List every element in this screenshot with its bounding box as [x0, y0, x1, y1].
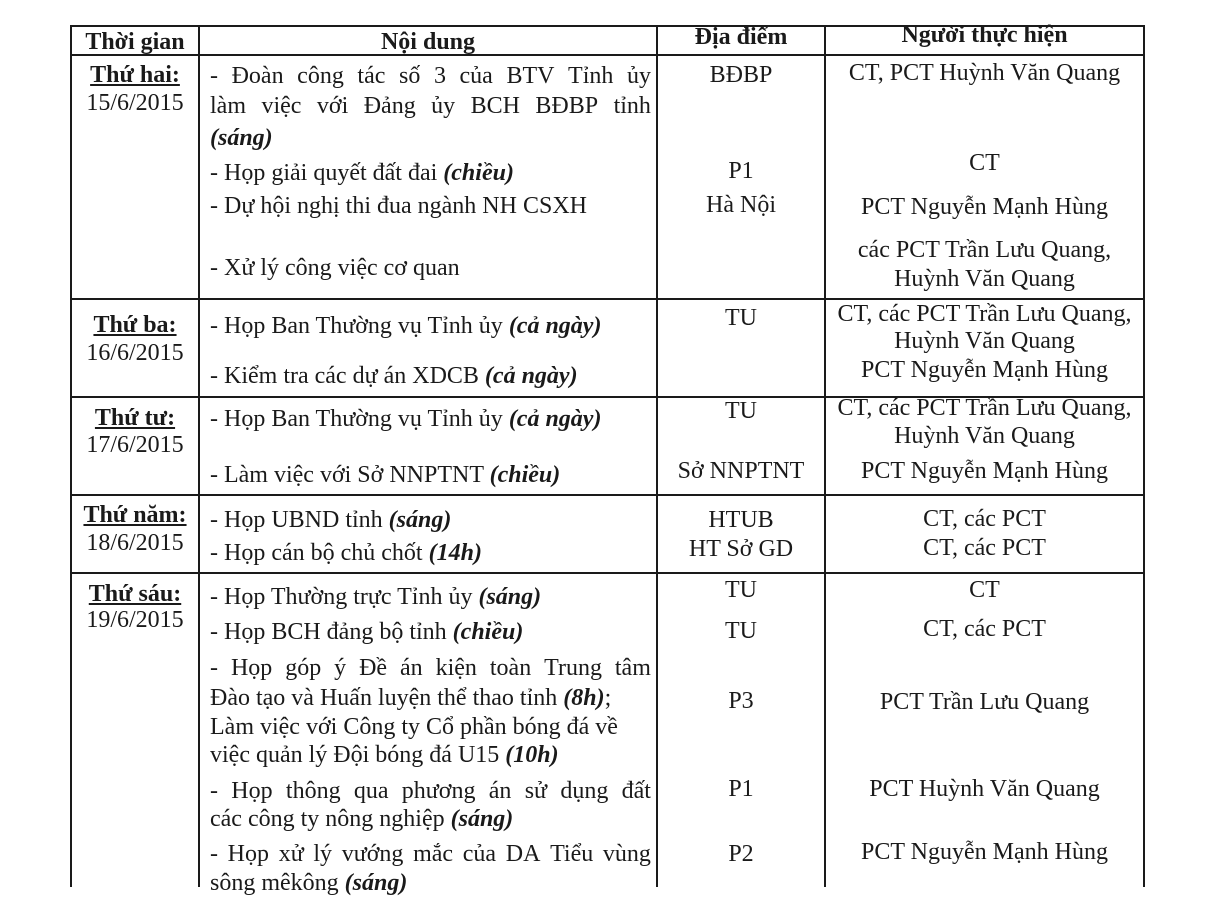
- place-cell: P1: [728, 158, 754, 184]
- content-line: sông mêkông (sáng): [210, 870, 408, 896]
- place-cell: P3: [728, 688, 754, 714]
- place-cell: Sở NNPTNT: [677, 458, 805, 484]
- content-line: Làm việc với Công ty Cổ phần bóng đá về: [210, 714, 618, 740]
- person-cell: CT, các PCT Trần Lưu Quang,: [837, 395, 1132, 421]
- column-divider: [198, 25, 200, 887]
- person-cell: Huỳnh Văn Quang: [894, 328, 1075, 354]
- person-cell: CT, các PCT: [923, 506, 1046, 532]
- day-date: 15/6/2015: [86, 90, 184, 116]
- content-cell: - Họp Ban Thường vụ Tỉnh ủy (cả ngày): [210, 313, 602, 339]
- content-cell: - Họp cán bộ chủ chốt (14h): [210, 540, 482, 566]
- table-border-right: [1143, 25, 1145, 887]
- header-content: Nội dung: [380, 29, 476, 55]
- content-note: (sáng): [210, 125, 273, 151]
- person-cell: PCT Nguyễn Mạnh Hùng: [861, 194, 1108, 220]
- content-line: Đào tạo và Huấn luyện thể thao tỉnh (8h);: [210, 685, 612, 711]
- place-cell: P2: [728, 841, 754, 867]
- content-cell: - Họp BCH đảng bộ tỉnh (chiều): [210, 619, 524, 645]
- content-cell: - Kiểm tra các dự án XDCB (cả ngày): [210, 363, 578, 389]
- place-cell: TU: [725, 398, 757, 424]
- place-cell: BĐBP: [709, 62, 773, 88]
- content-cell: - Họp Ban Thường vụ Tỉnh ủy (cả ngày): [210, 406, 602, 432]
- place-cell: P1: [728, 776, 754, 802]
- day-label: Thứ năm:: [83, 502, 187, 528]
- column-divider: [656, 25, 658, 887]
- day-label: Thứ ba:: [93, 312, 177, 338]
- day-date: 19/6/2015: [86, 607, 184, 633]
- content-line: làm việc với Đảng ủy BCH BĐBP tỉnh: [210, 93, 651, 119]
- header-person: Người thực hiện: [901, 22, 1068, 48]
- day-date: 16/6/2015: [86, 340, 184, 366]
- person-cell: CT, các PCT: [923, 616, 1046, 642]
- person-cell: CT, các PCT: [923, 535, 1046, 561]
- person-cell: Huỳnh Văn Quang: [894, 423, 1075, 449]
- place-cell: Hà Nội: [706, 192, 776, 218]
- day-label: Thứ sáu:: [88, 581, 182, 607]
- content-cell: - Xử lý công việc cơ quan: [210, 255, 460, 281]
- content-line: - Họp thông qua phương án sử dụng đất: [210, 778, 651, 804]
- row-divider: [70, 572, 1145, 574]
- header-time: Thời gian: [85, 29, 185, 55]
- person-cell: CT: [969, 150, 1000, 176]
- header-place: Địa điểm: [694, 24, 788, 50]
- content-cell: - Làm việc với Sở NNPTNT (chiều): [210, 462, 561, 488]
- person-cell: Huỳnh Văn Quang: [894, 266, 1075, 292]
- day-label: Thứ hai:: [90, 62, 180, 88]
- content-line: các công ty nông nghiệp (sáng): [210, 806, 514, 832]
- person-cell: CT, các PCT Trần Lưu Quang,: [837, 301, 1132, 327]
- content-cell: - Họp giải quyết đất đai (chiều): [210, 160, 514, 186]
- person-cell: các PCT Trần Lưu Quang,: [857, 237, 1112, 263]
- content-line: - Đoàn công tác số 3 của BTV Tỉnh ủy: [210, 63, 651, 89]
- content-cell: - Họp Thường trực Tỉnh ủy (sáng): [210, 584, 542, 610]
- place-cell: HT Sở GD: [688, 536, 794, 562]
- person-cell: CT, PCT Huỳnh Văn Quang: [848, 60, 1121, 86]
- day-label: Thứ tư:: [94, 405, 176, 431]
- person-cell: PCT Trần Lưu Quang: [879, 689, 1090, 715]
- person-cell: CT: [969, 577, 1000, 603]
- place-cell: TU: [725, 618, 757, 644]
- place-cell: TU: [725, 577, 757, 603]
- place-cell: HTUB: [708, 507, 774, 533]
- content-line: việc quản lý Đội bóng đá U15 (10h): [210, 742, 559, 768]
- day-date: 18/6/2015: [86, 530, 184, 556]
- content-cell: - Dự hội nghị thi đua ngành NH CSXH: [210, 193, 587, 219]
- place-cell: TU: [725, 305, 757, 331]
- person-cell: PCT Nguyễn Mạnh Hùng: [861, 458, 1108, 484]
- content-line: - Họp góp ý Đề án kiện toàn Trung tâm: [210, 655, 651, 681]
- person-cell: PCT Nguyễn Mạnh Hùng: [861, 839, 1108, 865]
- person-cell: PCT Huỳnh Văn Quang: [869, 776, 1100, 802]
- content-cell: - Họp UBND tỉnh (sáng): [210, 507, 452, 533]
- row-divider: [70, 494, 1145, 496]
- day-date: 17/6/2015: [86, 432, 184, 458]
- content-line: - Họp xử lý vướng mắc của DA Tiểu vùng: [210, 841, 651, 867]
- person-cell: PCT Nguyễn Mạnh Hùng: [861, 357, 1108, 383]
